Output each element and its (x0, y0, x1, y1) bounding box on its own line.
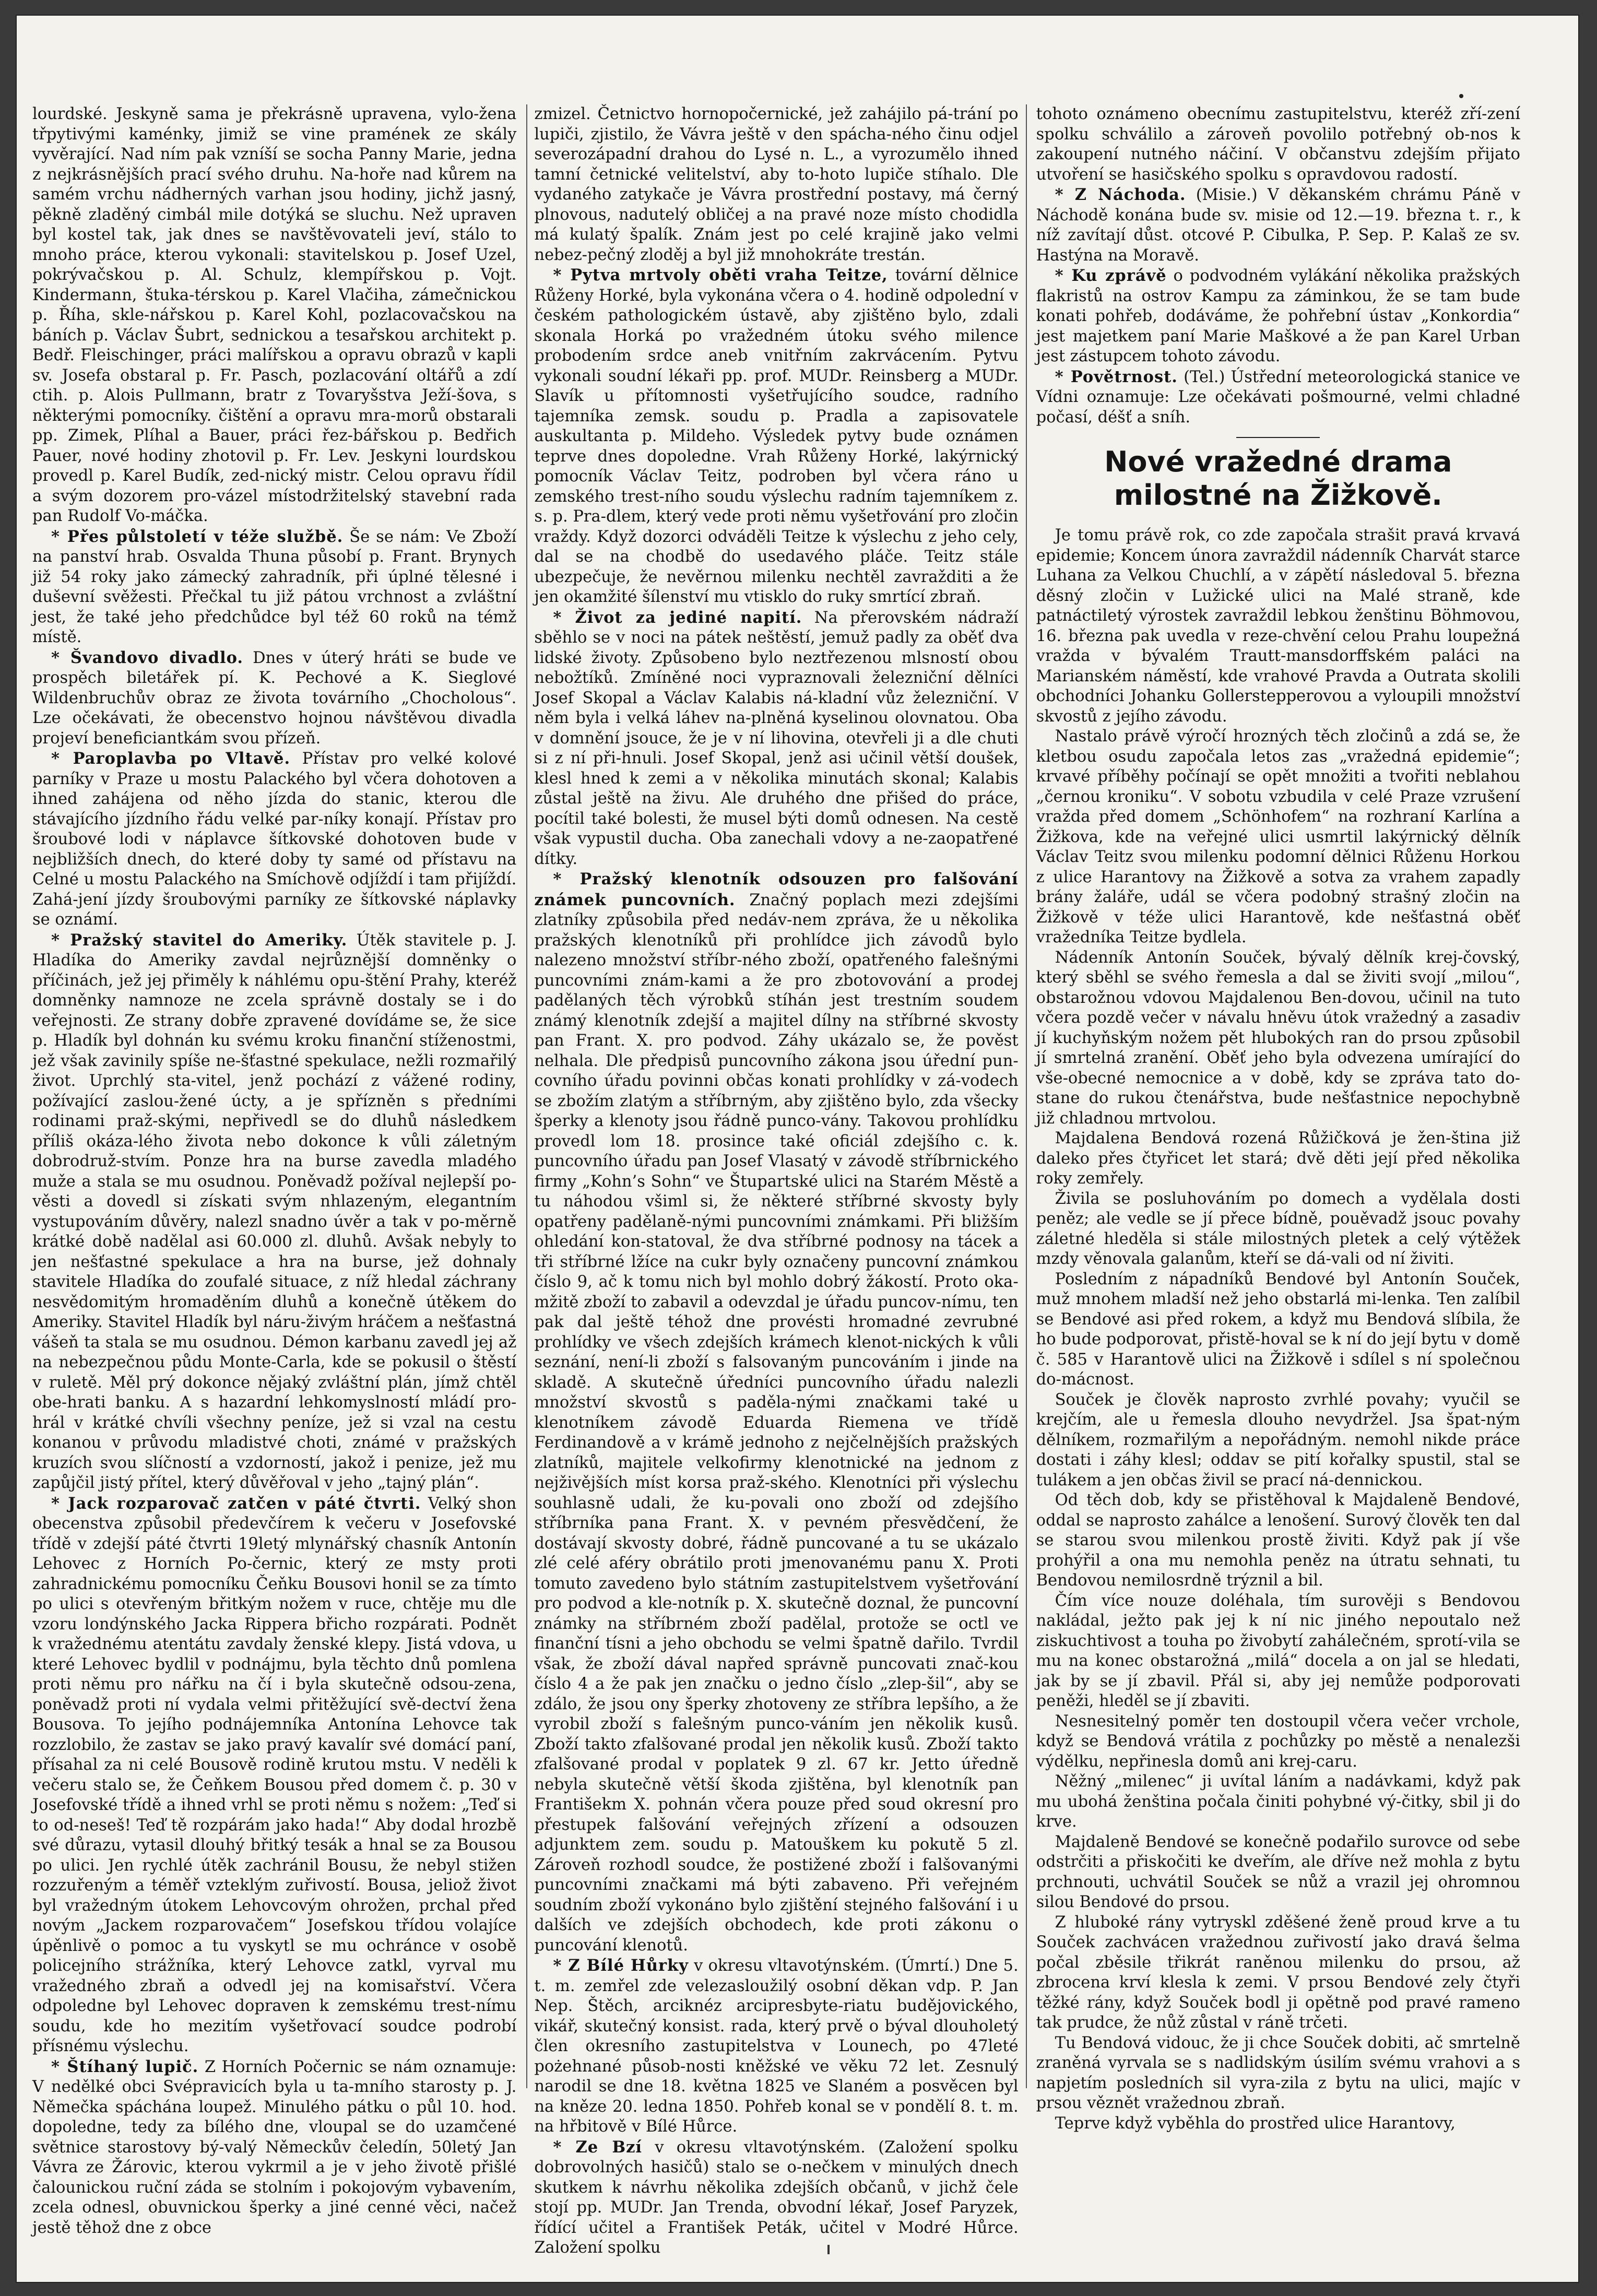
news-headline: * Z Bílé Hůrky (553, 1956, 689, 1975)
news-body-text: Čím více nouze doléhala, tím surověji s Bendovou nakládal, ježto pak jej k ní nic jiného nepoutalo než ziskuchtivost a touha po živobytí zahálečném, sprotí-vila se mu na konec obstarožná „milá“ docela a on jal se hledati, jak by se jí zbavil. Přál si, aby jej nemůže podporovati peněži, hleděl se jí zbaviti. (1036, 1591, 1520, 1710)
news-paragraph (1036, 185, 1520, 266)
news-paragraph (1036, 1189, 1520, 1270)
news-paragraph (534, 104, 1018, 265)
news-paragraph (1036, 266, 1520, 367)
news-body-text: (Misie.) V děkanském chrámu Páně v Náchodě konána bude sv. misie od 12.—19. března t. r., k níž zavítají důst. otcové P. Cibulka, P. Sep. P. Kalaš ze sv. Hastýna na Moravě. (1036, 186, 1520, 265)
news-paragraph (1036, 367, 1520, 428)
news-paragraph (32, 527, 516, 648)
news-body-text: Majdaleně Bendové se konečně podařilo surovce od sebe odstrčiti a přiskočiti ke dveřím, ale dříve než mohla z bytu prchnouti, uchvátil Souček se nůž a vrazil jej ohromnou silou Bendové do prsou. (1036, 1832, 1520, 1911)
news-body-text: lourdské. Jeskyně sama je překrásně upravena, vylo-žena třpytivými kaménky, jimiž se vine pramének ze skály vyvěrající. Nad ním pak vzníší se socha Panny Marie, jedna z nejkrásnějších prací svého druhu. Na-hoře nad kůrem na samém vrchu nádherných varhan jsou hodiny, jichž jasný, pěkně zladěný cimbál mile dotýká se sluchu. Než upraven byl kostel tak, jak dnes se navštěvovateli jeví, stálo to mnoho práce, kterou vykonali: stavitelskou p. Josef Uzel, pokrývačskou p. Al. Schulz, klempířskou p. Vojt. Kindermann, štuka-térskou p. Karel Vlačiha, zámečnickou p. Říha, skle-nářskou p. Karel Kohl, pozlacovačskou na báních p. Václav Šubrt, sednickou a tesařskou architekt p. Bedř. Fleischinger, práci malířskou a opravu obrazů v kapli sv. Josefa obstaral p. Fr. Pasch, pozlacování oltářů a zdí ctih. p. Alois Pullmann, bratr z Tovaryšstva Ježí-šova, s některými pomocníky. čištění a opravu mra-morů obstarali pp. Zimek, Plíhal a Bauer, práci řez-bářskou p. Bedřich Pauer, nové hodiny zhotovil p. Fr. Lev. Jeskyni lourdskou provedl p. Karel Budík, zed-nický mistr. Celou opravu řídil a svým dozorem pro-vázel místodržitelský stavební rada pan Rudolf Vo-máčka. (32, 105, 517, 525)
news-paragraph (1036, 1270, 1520, 1390)
news-body-text: Nesnesitelný poměr ten dostoupil včera večer vrchole, když se Bendová vrátila z pochůzky po městě a nenalezši výdělku, nepřinesla domů ani krej-caru. (1036, 1712, 1520, 1771)
article-title: Nové vražedné drama milostné na Žižkově. (1104, 445, 1452, 512)
news-paragraph (1036, 2114, 1520, 2134)
column-middle (534, 104, 1019, 2257)
news-body-text: Dnes v úterý hráti se bude ve prospěch biletářek pí. K. Pechové a K. Sieglové Wildenbruchův obraz ze života továrního „Chocholous“. Lze očekávati, že obecenstvo hojnou návštěvou divadla projeví beneficiantkám svou přízeň. (32, 648, 517, 748)
news-body-text: Z hluboké rány vytryskl zděšené ženě proud krve a tu Souček zachvácen vražednou zuřivostí jako dravá šelma počal zběsile třikrát raněnou milenku do prsou, až zbrocena krví klesla k zemi. V prsou Bendové zely čtyři těžké rány, když Souček bodl ji opětně pod pravé rameno tak prudce, že nůž zůstal v ráně trčeti. (1036, 1913, 1520, 2032)
news-headline: * Švandovo divadlo. (51, 648, 244, 667)
news-headline: * Přes půlstoletí v téže službě. (51, 527, 344, 546)
news-body-text: Živila se posluhováním po domech a vydělala dosti peněz; ale vedle se jí přece bídně, pouěvadž jsouc povahy záletné hleděla si stále milostných pletek a celý výtěžek mzdy věnovala galanům, kteří se dá-vali od ní živiti. (1036, 1189, 1520, 1268)
news-body-text: Souček je člověk naprosto zvrhlé povahy; vyučil se krejčím, ale u řemesla dlouho nevydržel. Jsa špat-ným dělníkem, rozmařilým a nepořádným. nemohl nikde práce dostati i záhy klesl; oddav se pití kořalky spustil, stal se tulákem a jen občas živil se prací ná-dennickou. (1036, 1390, 1520, 1489)
news-paragraph (1036, 1832, 1520, 1913)
news-body-text: Z Horních Počernic se nám oznamuje: V nedělké obci Svépravicích byla u ta-mního starosty p. J. Němečka spáchána loupež. Minulého pátku o půl 10. hod. dopoledne, tedy za bílého dne, vloupal se do uzamčené světnice starostovy bý-valý Německův čeledín, 50letý Jan Vávra ze Žárovic, kterou vykrmil a je v jeho životě přišlé čalounickou ruční záda se stolním i pokojovým vybavením, zcela odnesl, obuvnickou šperky a jiné cenné věci, načež jestě těhož dne z obce (32, 2057, 517, 2237)
article-columns (32, 104, 1520, 2257)
news-headline: * Povětrnost. (1055, 367, 1178, 386)
news-headline: * Paroplavba po Vltavě. (51, 749, 291, 768)
news-paragraph (1036, 1129, 1520, 1189)
news-paragraph (32, 1494, 516, 2057)
news-paragraph (534, 265, 1018, 608)
news-paragraph (1036, 1490, 1520, 1591)
news-paragraph (1036, 2033, 1520, 2114)
print-mark (827, 2245, 830, 2254)
news-headline: * Život za jediné napití. (553, 608, 802, 627)
news-body-text: Tu Bendová vidouc, že ji chce Souček dobiti, ač smrtelně zraněná vyrvala se s nadlidským úsilím svému vrahovi a s napjetím posledních sil vyra-zila z bytu na ulici, majíc v prsou věznět vražednou zbraň. (1036, 2033, 1520, 2112)
news-body-text: Posledním z nápadníků Bendové byl Antonín Souček, muž mnohem mladší než jeho obstarlá mi-lenka. Ten zalíbil se Bendové asi před rokem, a když mu Bendová slíbila, že ho bude podporovat, přistě-hoval se k ní do její bytu v domě č. 585 v Harantově ulici na Žižkově i sdílel s ní společnou do-mácnost. (1036, 1270, 1520, 1389)
news-paragraph (32, 749, 516, 930)
news-paragraph (32, 930, 516, 1494)
news-headline: * Ze Bzí (553, 2137, 643, 2157)
news-paragraph (1036, 1913, 1520, 2033)
news-body-text: Přístav pro velké kolové parníky v Praze u mostu Palackého byl včera dohotoven a ihned zahájena od něho jízda do stanic, kterou dle stávajícího jízdního řádu velké par-níky konají. Přístav pro šroubové lodi v náplavce šítkovské dohotoven bude v nejbližších dnech, do které doby ty samé od přístavu na Celné u mostu Palackého na Smíchově odjíždí i tam přijíždí. Zahá-jení jízdy šroubovými parníky ze šítkovské náplavky se oznámí. (32, 750, 517, 929)
news-body-text: zmizel. Četnictvo hornopočernické, jež zahájilo pá-trání po lupiči, zjistilo, že Vávra ještě v den spácha-ného činu odjel severozápadní drahou do Lysé n. L., a vyrozumělo ihned tamní četnické velitelství, aby to-hoto lupiče stíhalo. Dle vydaného zatykače je Vávra prostřední postavy, má černý plnovous, nadutelý obličej a na pravé noze místo chodidla má kulatý špalík. Znám jest po celé krajině jako velmi nebez-pečný zloděj a byl již mnohokráte trestán. (534, 105, 1019, 264)
news-paragraph (1036, 104, 1520, 185)
news-paragraph (1036, 1772, 1520, 1832)
news-body-text: Útěk stavitele p. J. Hladíka do Ameriky zavdal nejrůznější domněnky o příčinách, jež jej přiměly k náhlému opu-štění Prahy, kteréž domněnky namnoze ne zcela správně dostaly se i do veřejnosti. Ze strany dobře zpravené dovídáme se, že sice p. Hladík byl dohnán ku svému kroku finanční stíženostmi, jež však zavinily spíše ne-šťastné spekulace, nežli rozmařilý život. Uprchlý sta-vitel, jenž pochází z vážené rodiny, požívající zaslou-žené úcty, a je spřízněn s předními rodinami praž-skými, nepřivedl se do dluhů následkem příliš okáza-lého života nebo dokonce k vůli záletným dobrodruž-stvím. Ponze hra na burse zavedla mladého muže a stala se mu osudnou. Poněvadž požíval nejlepší po-věsti a dovedl si získati svým nhlazeným, elegantním vystupováním důvěry, nalezl snadno úvěr a tak v po-měrně krátké době nadělal asi 60.000 zl. dluhů. Avšak nebyly to jen nešťastné spekulace a hra na burse, jež dohnaly stavitele Hladíka do zoufalé situace, z níž hledal záchrany nesvědomitým hromaděním dluhů a konečně útěkem do Ameriky. Stavitel Hladík byl náru-živým hráčem a nešťastná vášeň ta stala se mu osudnou. Démon karbanu zavedl jej až na nebezpečnou půdu Monte-Carla, kde se pokusil o štěstí v ruletě. Měl prý dokonce nějaký zvláštní plán, jímž chtěl obe-hrati banku. A s hazardní lehkomyslností mládí pro-hrál v krátké chvíli všechny peníze, jež si vzal na cestu konanou v průvodu mladistvé choti, známé v pražských kruzích svou slíčností a vzdorností, jakož i penize, jež mu zapůjčil jistý přítel, který důvěřoval v jeho „tajný plán“. (32, 931, 517, 1492)
news-paragraph (32, 104, 516, 527)
news-paragraph (534, 1956, 1018, 2137)
news-paragraph (1036, 1390, 1520, 1491)
news-paragraph (534, 2137, 1018, 2258)
news-paragraph (32, 648, 516, 749)
news-headline: * Jack rozparovač zatčen v páté čtvrti. (51, 1494, 421, 1513)
column-right (1036, 104, 1520, 2133)
news-paragraph (1036, 1591, 1520, 1712)
news-headline: * Pytva mrtvoly oběti vraha Teitze, (553, 266, 888, 285)
news-paragraph (1036, 1712, 1520, 1772)
news-paragraph (1036, 948, 1520, 1129)
news-body-text: Velký shon obecenstva způsobil předevčírem k večeru v Josefovské třídě v zdejší páté čtvrti 19letý mlynářský chasník Antonín Lehovec z Horních Po-černic, který ze msty proti zahradnickému pomocníku Čeňku Bousovi honil se za tímto po ulici s otevřeným břitkým nožem v ruce, chtěje mu dle vzoru londýnského Jacka Rippera břicho rozpárati. Podnět k vražednému atentátu zavdaly ženské klepy. Jistá vdova, u které Lehovec bydlil v podnájmu, byla těchto dnů pomlena proti němu pro nářku na čí i byla skutečně odsou-zena, poněvadž proti ní vydala velmi přitěžující svě-dectví žena Bousova. To jejího podnájemníka Antonína Lehovce tak rozzlobilo, že zastav se jako pravý kavalír své domácí paní, přísahal za ni celé Bousově rodině krutou mstu. V neděli k večeru stalo se, že Čeňkem Bousou před domem č. p. 30 v Josefovské třídě a ihned vrhl se proti němu s nožem: „Teď si to od-neseš! Teď tě rozpárám jako hada!“ Aby dodal hrozbě své důrazu, vytasil dlouhý břitký tesák a hnal se za Bousou po ulici. Jen rychlé útěk zachránil Bousu, že nebyl stižen rozzuřeným a téměř vzteklým zuřivostí. Bousa, jeliož život byl vražedným útokem Lehovcovým ohrožen, prchal před novým „Jackem rozparovačem“ Josefskou třídou volajíce úpěnlivě o pomoc a tu vyskytl se mu ochránce v osobě policejního strážníka, který Lehovce zatkl, vyrval mu vražedného zbraň a odvedl jej na komisařství. Včera odpoledne byl Lehovec dopraven k zemskému trest-nímu soudu, kde ho mezitím vyšetřovací soudce podrobí přísnému výslechu. (32, 1494, 517, 2055)
column-divider (526, 104, 527, 2088)
column-divider (1026, 104, 1027, 2088)
news-headline: * Štíhaný lupič. (51, 2057, 199, 2076)
news-body-text: v okresu vltavotýnském. (Založení spolku dobrovolných hasičů) stalo se o-nečkem v minulých dnech skutkem k návrhu několika zdejších občanů, v jichž čele stojí pp. MUDr. Jan Trenda, obvodní lékař, Josef Paryzek, řídící učitel a František Peták, učitel v Modré Hůrce. Založení spolku (534, 2138, 1019, 2257)
news-paragraph (32, 2057, 516, 2239)
page-dot-mark (1459, 94, 1463, 98)
news-body-text: Še se nám: Ve Zboží na panství hrab. Osvalda Thuna působí p. Frant. Brynych již 54 roky jako zámecký zahradník, při úplné tělesné i duševní svěžesti. Přečkal tu již pátou vrchnost a zvláštní jest, že také jeho předchůdce byl též 60 roků na témž místě. (32, 527, 517, 646)
news-body-text: tovární dělnice Růženy Horké, byla vykonána včera o 4. hodině odpolední v českém pathologickém ústavě, aby zjištěno bylo, zdali skonala Horká po vražedném útoku svého milence probodením srdce aneb vnitřním zakrvácením. Pytvu vykonali soudní lékaři pp. prof. MUDr. Reinsberg a MUDr. Slavík u přítomnosti vyšetřujícího soudce, radního tajemníka zemsk. soudu p. Pradla a zapisovatele auskultanta p. Mildeho. Výsledek pytvy bude oznámen teprve dnes dopoledne. Vrah Růženy Horké, lakýrnický pomocník Václav Teitz, podroben byl včera ráno u zemského trest-ního soudu výslechu radním tajemníkem z. s. p. Pra-dlem, který vede proti němu vyšetřování pro zločin vraždy. Když dozorci odváděli Teitze k výslechu z jeho cely, dal se na chodbě do usedavého pláče. Teitz stále ubezpečuje, že nevěrnou milenku nechtěl zavražditi a že jen okamžité šílenství mu vtisklo do ruky smrtící zbraň. (534, 266, 1019, 606)
news-headline: * Z Náchoda. (1055, 185, 1186, 204)
news-paragraph (1036, 727, 1520, 948)
news-body-text: o podvodném vylákání několika pražských flakristů na ostrov Kampu za záminkou, že se tam bude konati pohřeb, dodáváme, že pohřební ústav „Konkordia“ jest majetkem paní Marie Maškové a že pan Karel Urban jest zástupcem tohoto závodu. (1036, 267, 1520, 365)
news-headline: * Pražský stavitel do Ameriky. (51, 930, 348, 950)
news-body-text: Majdalena Bendová rozená Růžičková je žen-ština již daleko přes čtyřicet let stará; dvě děti její před několika roky zemřely. (1036, 1129, 1520, 1188)
news-body-text: Něžný „milenec“ ji uvítal láním a nadávkami, když pak mu ubohá ženština počala činiti pohybné vý-čitky, sbil ji do krve. (1036, 1772, 1520, 1831)
news-body-text: Nastalo právě výročí hrozných těch zločinů a zdá se, že kletbou osudu započala letos zas „vražedná epidemie“; krvavé příběhy počínají se opět množiti a tvořiti neblahou „černou kroniku“. V sobotu vzbudila v celé Praze vzrušení vražda před domem „Schönhofem“ na rozhraní Karlína a Žižkova, kde na veřejné ulici usmrtil lakýrnický dělník Václav Teitz svou milenku podomní dělnici Růženu Horkou z ulice Harantovy na Žižkově a sotva za vrahem zapadly brány žaláře, udál se včera podobný strašný zločin na Žižkově v téže ulici Harantově, kde nešťastná oběť vražedníka Teitze bydlela. (1036, 727, 1520, 946)
news-paragraph (1036, 526, 1520, 727)
news-body-text: Je tomu právě rok, co zde započala strašit pravá krvavá epidemie; Koncem února zavraždil nádenník Charvát starce Luhana za Velkou Chuchlí, a v zápětí následoval 5. března děsný zločin v Lužické ulici na Malé straně, kde patnáctiletý výrostek zavraždil lebkou ženštinu Böhmovou, 16. března pak uvedla v reze-chvění celou Prahu loupežná vražda v bývalém Trautt-mansdorffském paláci na Marianském náměstí, kde vrahové Pravda a Outrata skolili obchodníci Johanku Gollerstepperovou a vyloupili množství skvostů z jejího závodu. (1036, 526, 1520, 726)
news-headline: * Pražský klenotník odsouzen pro falšování známek puncovních. (534, 870, 1019, 909)
news-headline: * Ku zprávě (1055, 266, 1167, 285)
news-body-text: Na přerovském nádraží sběhlo se v noci na pátek neštěstí, jemuž padly za oběť dva lidské životy. Způsobeno bylo neztřezenou mlsností obou nebožtíků. Zmíněné noci vypraznovali železniční dělníci Josef Skopal a Václav Kalabis ná-kladní vůz železniční. V něm byla i velká láhev na-plněná kyselinou olovnatou. Oba v domnění jsouce, že je v ní lihovina, otevřeli ji a dle chuti si z ní při-hnuli. Josef Skopal, jenž asi učinil větší doušek, klesl hned k zemi a v několika minutách skonal; Kalabis zůstal ještě na živu. Ale druhého dne přišed do práce, pocítil také bolesti, že musel býti domů odnesen. Na cestě však vypustil ducha. Oba zanechali vdovy a ne-zaopatřené dítky. (534, 608, 1019, 868)
news-paragraph (534, 608, 1018, 870)
column-left (32, 104, 517, 2237)
news-body-text: tohoto oznámeno obecnímu zastupitelstvu, kteréž zří-zení spolku schválilo a zároveň povolilo potřebný ob-nos k zakoupení nutného náčiní. V občanstvu zdejším přijato utvoření se hasičského spolku s opravdovou radostí. (1036, 105, 1520, 184)
news-body-text: Nádenník Antonín Souček, bývalý dělník krej-čovský, který sběhl se svého řemesla a dal se živiti svojí „milou“, obstarožnou vdovou Majdalenou Ben-dovou, učinil na tuto včera pozdě večer v návalu hněvu útok vražedný a zasadiv jí kuchyňským nožem pět hlubokých ran do prsou způsobil jí smrtelná zranění. Oběť jeho byla odvezena umírající do vše-obecné nemocnice a v době, kdy se zpráva tato do-stane do rukou čtenářstva, bude nešťastnice nepochybně již chladnou mrtvolou. (1036, 948, 1520, 1128)
news-body-text: Od těch dob, kdy se přistěhoval k Majdaleně Bendové, oddal se naprosto zahálce a lenošení. Surový člověk ten dal se starou svou milenkou prostě živiti. Když pak jí vše prohýřil a ona mu nemohla peněz na útratu sehnati, tu Bendovou nemilosrdně trýznil a bil. (1036, 1491, 1520, 1590)
news-body-text: Teprve když vyběhla do prostřed ulice Harantovy, (1055, 2114, 1456, 2133)
news-body-text: Značný poplach mezi zdejšími zlatníky způsobila před nedáv-nem zpráva, že u několika pražských klenotníků při prohlídce jich závodů bylo nalezeno množství stříbr-ného zboží, opatřeného falešnými puncovními znám-kami a že pro zbotovování a prodej padělaných těch výrobků stíhán jest trestním soudem známý klenotník zdejší a majitel dílny na stříbrné skvosty pan Frant. X. pro podvod. Záhy ukázalo se, že pověst nelhala. Dle předpisů puncovního zákona jsou úřední pun-covního úřadu povinni občas konati prohlídky v zá-vodech se zbožím zlatým a stříbrným, aby zjištěno bylo, zda všecky šperky a klenoty jsou řádně punco-vány. Takovou prohlídku provedl lom 18. prosince také oficiál zdejšího c. k. puncovního úřadu pan Josef Vlasatý v závodě stříbrnického firmy „Kohn’s Sohn“ ve Štupartské ulici na Starém Městě a tu náhodou všiml si, že některé stříbrné skvosty byly opatřeny padělaně-nými puncovními známkami. Při bližším ohledání kon-statoval, že dva stříbrné podnosy na tácek a tři stříbrné lžíce na cukr byly označeny puncovní známkou číslo 9, ač k tomu nich byl mohlo dobrý žákostí. Proto oka-mžitě zboží to zabavil a odevzdal je úřadu puncov-nímu, ten pak dal ještě téhož dne provésti hromadné zevrubné prohlídky ve všech zdejších krámech klenot-nických k vůli seznání, není-li zboží s falsovaným puncováním i jinde na skladě. A skutečně úředníci puncovního úřadu nalezli množství skvostů s paděla-nými značkami také u klenotníkem závodě Eduarda Riemena ve třídě Ferdinandově a v krámě jednoho z nejčelnějších pražských zlatníků, majitele velkofirmy klenotnické na jednom z nejživějších míst korsa praž-ského. Klenotníci při výslechu souhlasně udali, že ku-povali ono zboží od zdejšího stříbrníka pana Frant. X. v pevném přesvědčení, že dostávají skvosty dobré, řádně puncované a tu se ukázalo zlé celé aféry obrátilo proti jmenovanému panu X. Proti tomuto zavedeno bylo státním zastupitelstvem vyšetřování pro podvod a kle-notník p. X. skutečně doznal, že puncovní známky na stříbrném zboží padělal, protože se octl ve finanční tísni a jeho obchodu se velmi špatně dařilo. Tvrdil však, že zboží dával napřed správně puncovati znač-kou číslo 4 a že pak jen značku o jedno číslo „zlep-šil“, aby se zdálo, že jsou ony šperky zhotoveny ze stříbra lepšího, a že vyrobil zboží s falešným punco-váním jen několik kusů. Zboží takto zfalšované prodal jen několik kusů. Zboží takto zfalšované prodal v poplatek 9 zl. 67 kr. Jetto úředně nebyla skutečně větší škoda zjištěna, byl klenotník pan Františekm X. pohnán včera pouze před soud okresní pro přestupek falšování veřejných zřízení a odsouzen adjunktem zem. soudu p. Matouškem ku pokutě 5 zl. Zároveň rozhodl soudce, že postižené zboží i falšovanými puncovními značkami má býti zabaveno. Při veřejném soudním zboží vykonáno bylo zjištění stejného falšování i u dalších ve zdejších obchodech, kde proti zákonu o puncování klenotů. (534, 891, 1019, 1955)
separator-rule (1236, 437, 1320, 438)
news-paragraph (534, 869, 1018, 1956)
news-body-text: (Tel.) Ústřední meteorologická stanice ve Vídni oznamuje: Lze očekávati pošmourné, velmi chladné počasí, déšť a sníh. (1036, 368, 1520, 427)
news-body-text: v okresu vltavotýnském. (Úmrtí.) Dne 5. t. m. zemřel zde velezasloužilý osobní děkan vdp. P. Jan Nep. Štěch, arciknéz arcipresbyte-riatu budějovického, vikář, skutečný konsist. rada, který prvě o býval dlouholetý člen okresního zastupitelstva v Lounech, po 47leté pożehnané působ-nosti kněžské ve věku 72 let. Zesnulý narodil se dne 18. května 1825 ve Slaném a posvěcen byl na kněze 20. ledna 1850. Pohřeb konal se v pondělí 8. t. m. na hřbitově v Bílé Hůrce. (534, 1957, 1019, 2136)
